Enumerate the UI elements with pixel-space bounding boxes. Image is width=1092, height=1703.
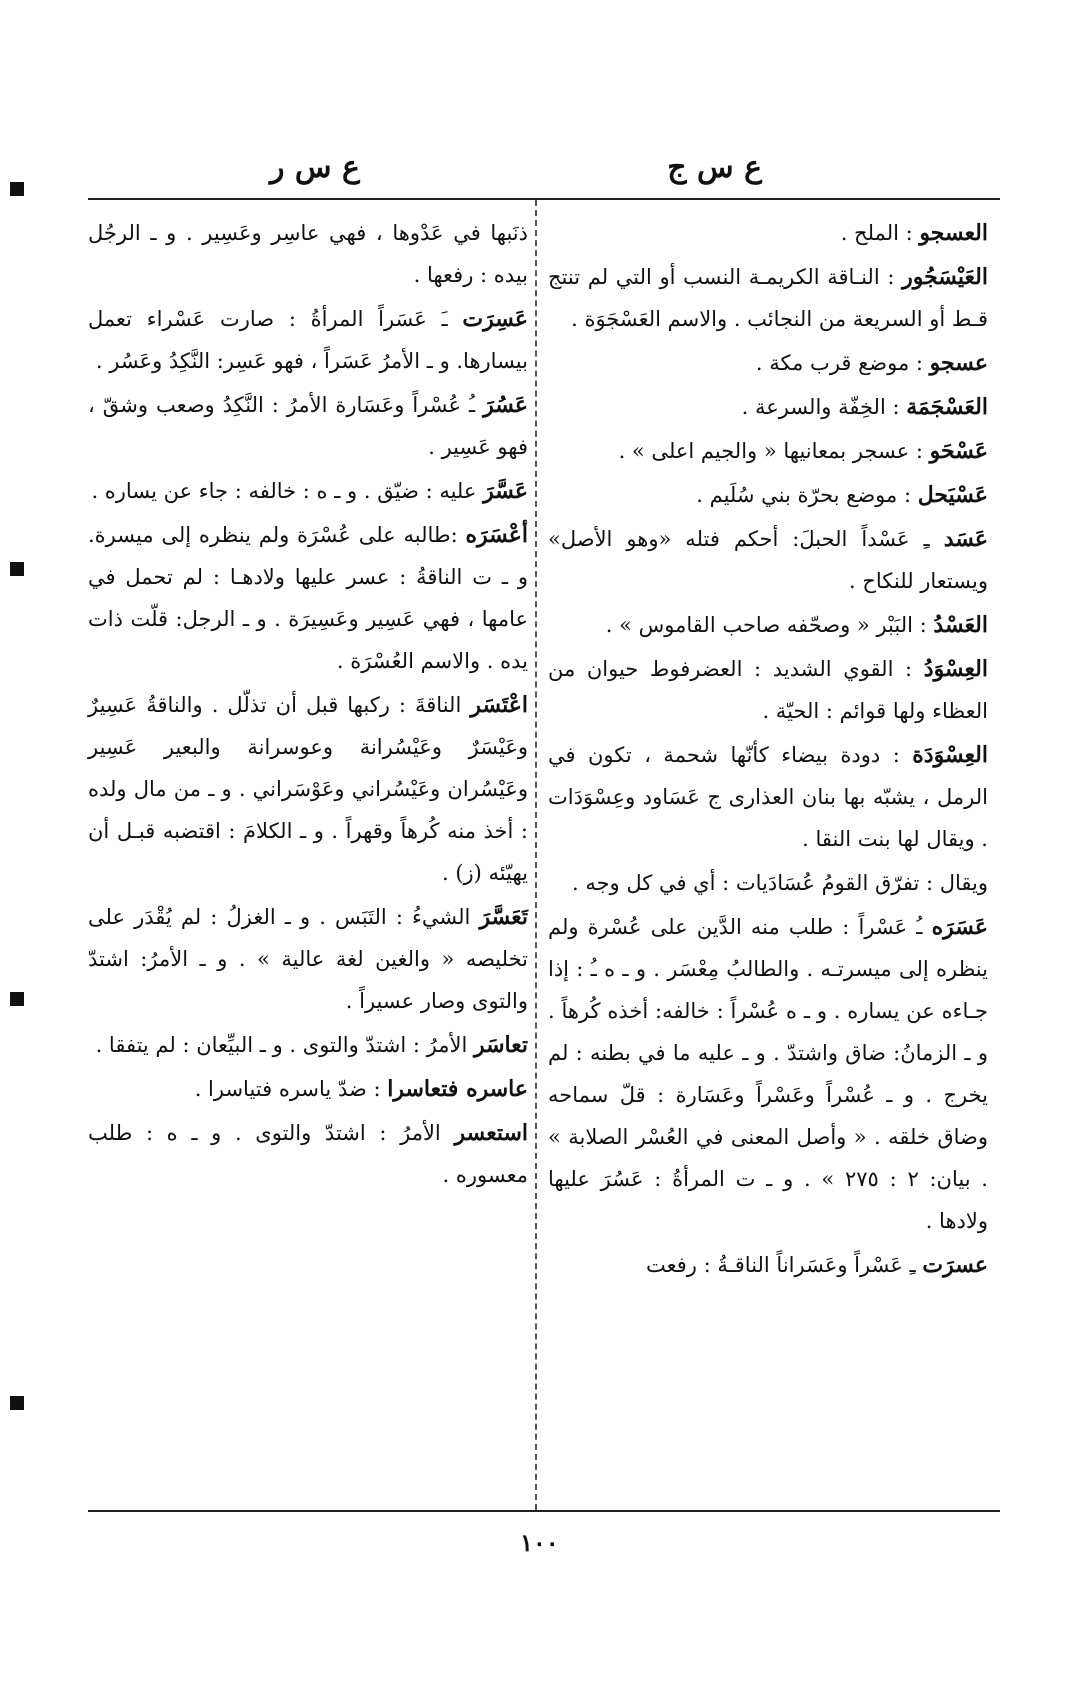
entry-headword: تعاسَر (473, 1032, 528, 1058)
entry-headword: عَسَّرَ (483, 478, 528, 504)
entry-definition: : موضع قرب مكة . (755, 351, 923, 375)
dictionary-entry (548, 386, 988, 428)
top-rule (88, 198, 1000, 200)
entry-headword: عَسْحَو (929, 438, 988, 464)
dictionary-entry (88, 470, 528, 512)
entry-definition: : الملح . (840, 221, 913, 245)
entry-definition: ويقال : تفرّق القومُ عُسَادَيات : أي في كل وجه . (571, 871, 988, 895)
entry-definition: الأمرُ : اشتدّ والتوى . و ـ ه : طلب معسوره . (88, 1121, 528, 1187)
dictionary-entry (548, 212, 988, 254)
entry-headword: العسجو (919, 220, 988, 246)
dictionary-entry (88, 1024, 528, 1066)
left-column-header: ع س ر (270, 150, 360, 185)
bottom-rule (88, 1510, 1000, 1512)
entry-headword: العِسْوَدَة (912, 742, 988, 768)
entry-definition: :طالبه على عُسْرَة ولم ينظره إلى ميسرة. و ـ ت الناقةُ : عسر عليها ولادهـا : لم تحمل في عامها ، فهي عَسِير وعَسِيرَة . و ـ الرجل: قلّت ذات يده . والاسم العُسْرَة . (88, 523, 528, 673)
entry-definition: ـُ عُسْراً وعَسَارة الأمرُ : النَّكِدُ وصعب وشقّ ، فهو عَسِير . (88, 393, 528, 459)
entry-definition: : عسجر بمعانيها « والجيم اعلى » . (618, 439, 923, 463)
entry-headword: العَسْدُ (933, 612, 988, 638)
dictionary-entry (88, 684, 528, 894)
dictionary-entry (88, 514, 528, 682)
dictionary-entry (88, 1112, 528, 1196)
dictionary-entry (88, 212, 528, 296)
entry-headword: عَسِرَت (462, 306, 528, 332)
entry-headword: عَسُرَ (483, 392, 528, 418)
dictionary-entry (548, 734, 988, 860)
entry-headword: عسجو (929, 350, 988, 376)
dictionary-entry (548, 342, 988, 384)
entry-definition: : النـاقة الكريمـة النسب أو التي لم تنتج قـط أو السريعة من النجائب . والاسم العَسْجَوَة . (548, 265, 988, 331)
entry-headword: عاسره فتعاسرا (387, 1076, 528, 1102)
entry-definition: ـِ عَسْداً الحبلَ: أحكم فتله «وهو الأصل» ويستعار للنكاح . (548, 527, 988, 593)
dictionary-entry (548, 474, 988, 516)
entry-headword: اعْتَسَر (470, 692, 528, 718)
entry-headword: عَسَرَه (931, 914, 988, 940)
entry-definition: ـُ عَسْراً : طلب منه الدَّين على عُسْرة ولم ينظره إلى ميسرتـه . والطالبُ مِعْسَر . و ـ ه ـُ : إذا جـاءه عن يساره . و ـ ه عُسْراً : خالفه: أخذه كُرهاً . و ـ الزمانُ: ضاق واشتدّ . و ـ عليه ما في بطنه : لم يخرج . و ـ عُسْراً وعَسْراً وعَسَارة : قلّ سماحه وضاق خلقه . « وأصل المعنى في العُسْر الصلابة » . بيان: ٢ : ٢٧٥ » . و ـ ت المرأةُ : عَسُرَ عليها ولادها . (548, 915, 988, 1233)
dictionary-entry (548, 1244, 988, 1286)
left-column (88, 212, 528, 1198)
entry-headword: استعسر (454, 1120, 528, 1146)
entry-headword: عَسْيَحل (917, 482, 988, 508)
dictionary-entry (88, 896, 528, 1022)
entry-definition: الناقةَ : ركبها قبل أن تذلّل . والناقةُ عَسِيرٌ وعَيْسَرٌ وعَيْسُرانة وعوسرانة والبعير عَسِير وعَيْسُران وعَيْسُراني وعَوْسَراني . و ـ من مال ولده : أخذ منه كُرهاً وقهراً . و ـ الكلامَ : اقتضبه قبـل أن يهيّئه (ز) . (88, 693, 528, 885)
entry-definition: : ضدّ ياسره فتياسرا . (194, 1077, 381, 1101)
edge-mark (10, 562, 24, 576)
dictionary-entry (548, 862, 988, 904)
entry-definition: : الخِفّة والسرعة . (741, 395, 900, 419)
edge-mark (10, 992, 24, 1006)
edge-mark (10, 182, 24, 196)
entry-definition: ـِ عَسْراً وعَسَراناً الناقـةُ : رفعت (645, 1253, 916, 1277)
dictionary-entry (548, 430, 988, 472)
dictionary-entry (88, 1068, 528, 1110)
dictionary-entry (548, 648, 988, 732)
entry-definition: ـَ عَسَراً المرأةُ : صارت عَسْراء تعمل بيسارها. و ـ الأمرُ عَسَراً ، فهو عَسِر: النَّكِدُ وعَسُر . (88, 307, 528, 373)
dictionary-entry (548, 604, 988, 646)
entry-headword: عَسَد (943, 526, 988, 552)
column-divider (535, 200, 537, 1510)
entry-headword: عسرَت (922, 1252, 988, 1278)
entry-headword: العِسْوَدُ (923, 656, 988, 682)
entry-definition: ذنَبها في عَدْوها ، فهي عاسِر وعَسِير . و ـ الرجُل بيده : رفعها . (88, 221, 528, 287)
entry-definition: الشيءُ : التَبَس . و ـ الغزلُ : لم يُقْدَر على تخليصه « والغين لغة عالية » . و ـ الأمرُ: اشتدّ والتوى وصار عسيراً . (88, 905, 528, 1013)
entry-definition: : القوي الشديد : العضرفوط حيوان من العظاء ولها قوائم : الحيّة . (548, 657, 988, 723)
entry-definition: : موضع بحرّة بني سُلَيم . (696, 483, 912, 507)
entry-definition: : البَبْر « وصحّفه صاحب القاموس » . (605, 613, 927, 637)
dictionary-entry (88, 298, 528, 382)
entry-headword: العَيْسَجُور (902, 264, 988, 290)
page-number: ١٠٠ (520, 1528, 559, 1557)
entry-headword: العَسْجَمَة (906, 394, 988, 420)
right-column (548, 212, 988, 1288)
entry-definition: عليه : ضيّق . و ـ ه : خالفه : جاء عن يساره . (91, 479, 477, 503)
dictionary-entry (548, 256, 988, 340)
edge-mark (10, 1396, 24, 1410)
entry-headword: أعْسَرَه (465, 522, 528, 548)
dictionary-entry (548, 518, 988, 602)
entry-definition: الأمرُ : اشتدّ والتوى . و ـ البيِّعان : لم يتفقا . (95, 1033, 468, 1057)
entry-headword: تَعَسَّرَ (479, 904, 528, 930)
dictionary-entry (88, 384, 528, 468)
dictionary-entry (548, 906, 988, 1242)
entry-definition: : دودة بيضاء كأنّها شحمة ، تكون في الرمل ، يشبّه بها بنان العذارى ج عَسَاود وعِسْوَدَات . ويقال لها بنت النقا . (548, 743, 988, 851)
right-column-header: ع س ج (667, 150, 762, 185)
